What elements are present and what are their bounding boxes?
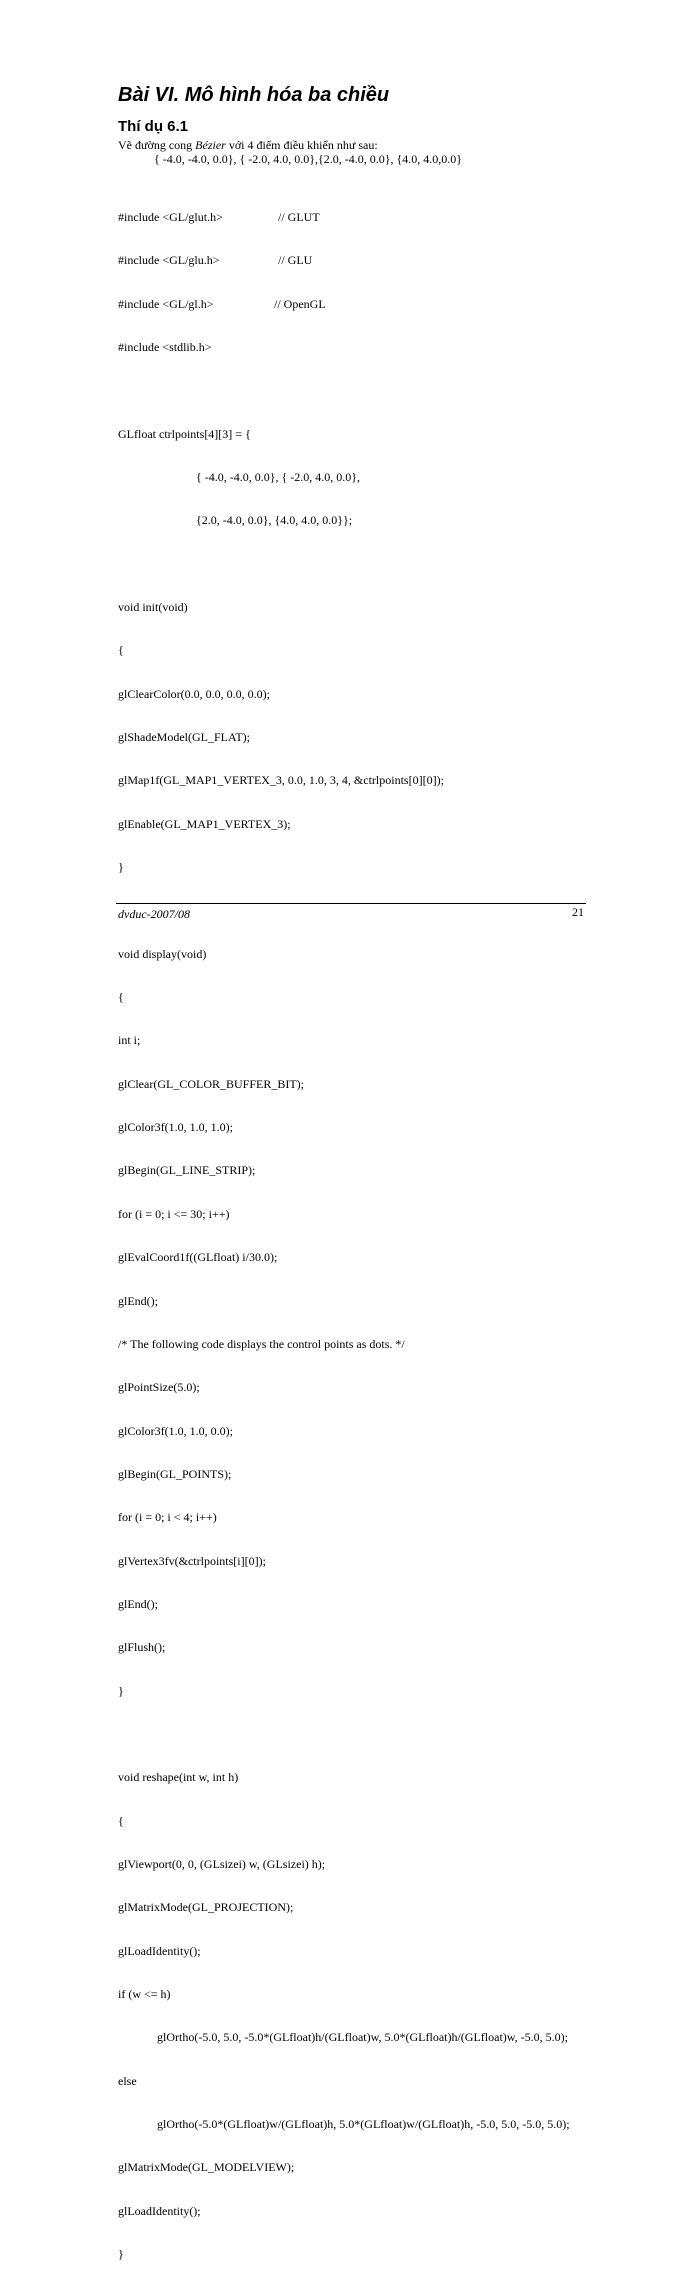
blank-line [118,383,570,397]
intro-before: Vẽ đường cong [118,138,196,152]
code-line: GLfloat ctrlpoints[4][3] = { [118,426,251,441]
code-line: glBegin(GL_LINE_STRIP); [118,1163,256,1178]
code-line: glColor3f(1.0, 1.0, 1.0); [118,1120,233,1135]
code-line: glBegin(GL_POINTS); [118,1466,232,1481]
code-line: glLoadIdentity(); [118,2203,201,2218]
intro-text [118,138,378,152]
code-listing [118,181,570,2276]
include-code: #include <GL/gl.h> [118,296,214,311]
code-line: glViewport(0, 0, (GLsizei) w, (GLsizei) h); [118,1856,326,1871]
control-points-text: { -4.0, -4.0, 0.0}, { -2.0, 4.0, 0.0},{2.0, -4.0, 0.0}, {4.0, 4.0,0.0} [154,152,463,166]
code-line: glColor3f(1.0, 1.0, 0.0); [118,1423,233,1438]
code-line: for (i = 0; i <= 30; i++) [118,1206,230,1221]
code-line: glFlush(); [118,1640,166,1655]
include-code: #include <GL/glu.h> [118,253,220,268]
code-line: glOrtho(-5.0, 5.0, -5.0*(GLfloat)h/(GLfloat)w, 5.0*(GLfloat)h/(GLfloat)w, -5.0, 5.0); [157,2030,568,2045]
include-line [118,253,570,267]
section-heading: Bài VI. Mô hình hóa ba chiều [118,84,390,106]
include-code: #include <GL/glut.h> [118,209,223,224]
code-line: { [118,1813,124,1828]
code-line: } [118,2247,124,2262]
code-line: } [118,860,124,875]
code-line: void init(void) [118,600,188,614]
code-line: glOrtho(-5.0*(GLfloat)w/(GLfloat)h, 5.0*(GLfloat)w/(GLfloat)h, -5.0, 5.0, -5.0, 5.0); [157,2117,570,2132]
intro-emphasis: Bézier [195,138,226,152]
code-line: glEvalCoord1f((GLfloat) i/30.0); [118,1250,278,1265]
code-line: glClear(GL_COLOR_BUFFER_BIT); [118,1076,304,1091]
code-line: /* The following code displays the control points as dots. */ [118,1336,405,1351]
code-line: if (w <= h) [118,1987,171,2001]
code-line: { [118,990,124,1005]
include-line [118,210,570,224]
include-line [118,297,570,311]
code-line: for (i = 0; i < 4; i++) [118,1510,217,1525]
code-line: glMap1f(GL_MAP1_VERTEX_3, 0.0, 1.0, 3, 4, &ctrlpoints[0][0]); [118,773,444,788]
include-comment: // OpenGL [274,296,326,311]
code-line: glEnable(GL_MAP1_VERTEX_3); [118,816,291,831]
code-line: glEnd(); [118,1596,158,1611]
code-line: glEnd(); [118,1293,158,1308]
blank-line [118,1727,570,1741]
code-line: {2.0, -4.0, 0.0}, {4.0, 4.0, 0.0}}; [196,513,353,528]
blank-line [118,557,570,571]
code-line: glVertex3fv(&ctrlpoints[i][0]); [118,1553,266,1568]
page-number: 21 [572,905,584,919]
code-line: void reshape(int w, int h) [118,1770,239,1785]
intro-after: với 4 điểm điều khiển như sau: [225,138,378,152]
code-line: } [118,1683,124,1698]
code-line: glMatrixMode(GL_MODELVIEW); [118,2160,295,2175]
example-heading: Thí dụ 6.1 [118,118,189,135]
include-comment: // GLUT [278,209,320,224]
code-line: { -4.0, -4.0, 0.0}, { -2.0, 4.0, 0.0}, [196,469,361,484]
code-line: int i; [118,1033,141,1048]
code-line: glMatrixMode(GL_PROJECTION); [118,1900,294,1915]
code-line: glPointSize(5.0); [118,1380,200,1395]
include-comment: // GLU [278,253,313,268]
code-line: glShadeModel(GL_FLAT); [118,730,250,745]
code-line: glClearColor(0.0, 0.0, 0.0, 0.0); [118,686,270,701]
code-line: glLoadIdentity(); [118,1943,201,1958]
include-line [118,340,570,354]
footer-author: dvduc-2007/08 [118,907,190,921]
code-line: else [118,2073,137,2088]
code-line: { [118,643,124,658]
footer-rule [116,903,586,904]
code-line: void display(void) [118,946,207,961]
include-code: #include <stdlib.h> [118,339,212,354]
